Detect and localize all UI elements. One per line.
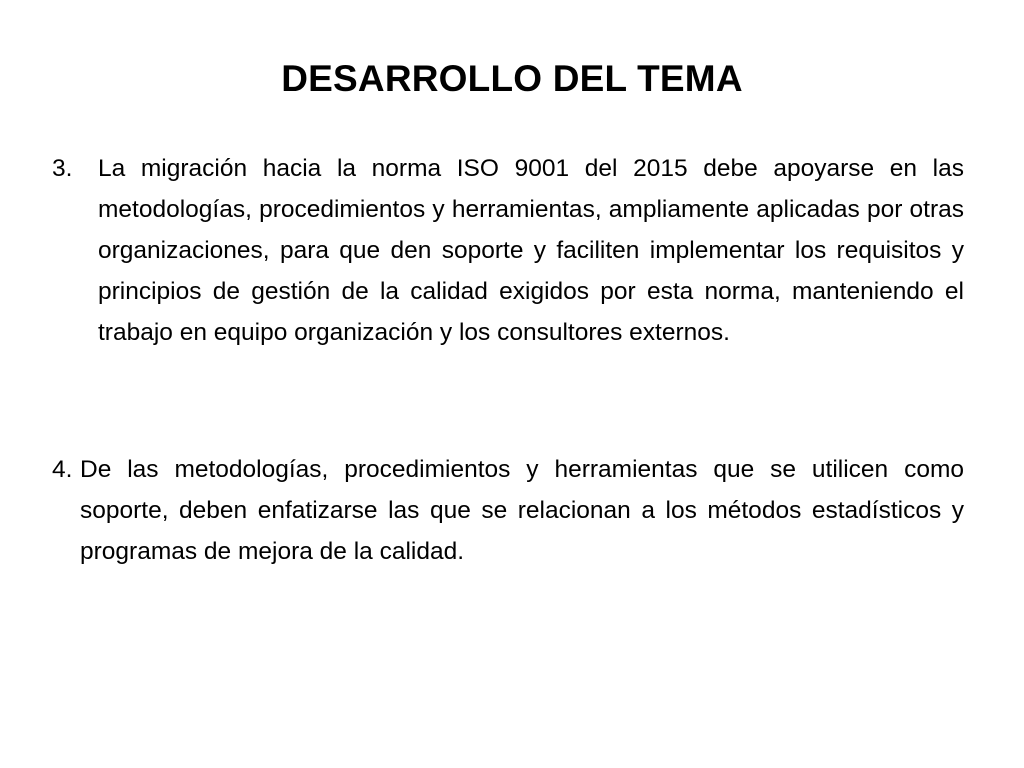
slide-title: DESARROLLO DEL TEMA: [281, 58, 743, 99]
list-item-text: De las metodologías, procedimientos y herramientas que se utilicen como soporte, deben enfatizarse las que se relacionan a los métodos estadísticos y programas de mejora de la calidad.: [80, 456, 964, 565]
list-item-number: 4.: [52, 456, 73, 483]
list-item-number: 3.: [52, 155, 73, 182]
list-item-4: [52, 449, 964, 572]
list-item-3: [52, 148, 964, 353]
list-item-text: La migración hacia la norma ISO 9001 del 2015 debe apoyarse en las metodologías, procedimientos y herramientas, ampliamente aplicadas por otras organizaciones, para que den soporte y faciliten implementar los requisitos y principios de gestión de la calidad exigidos por esta norma, manteniendo el trabajo en equipo organización y los consultores externos.: [98, 155, 964, 346]
